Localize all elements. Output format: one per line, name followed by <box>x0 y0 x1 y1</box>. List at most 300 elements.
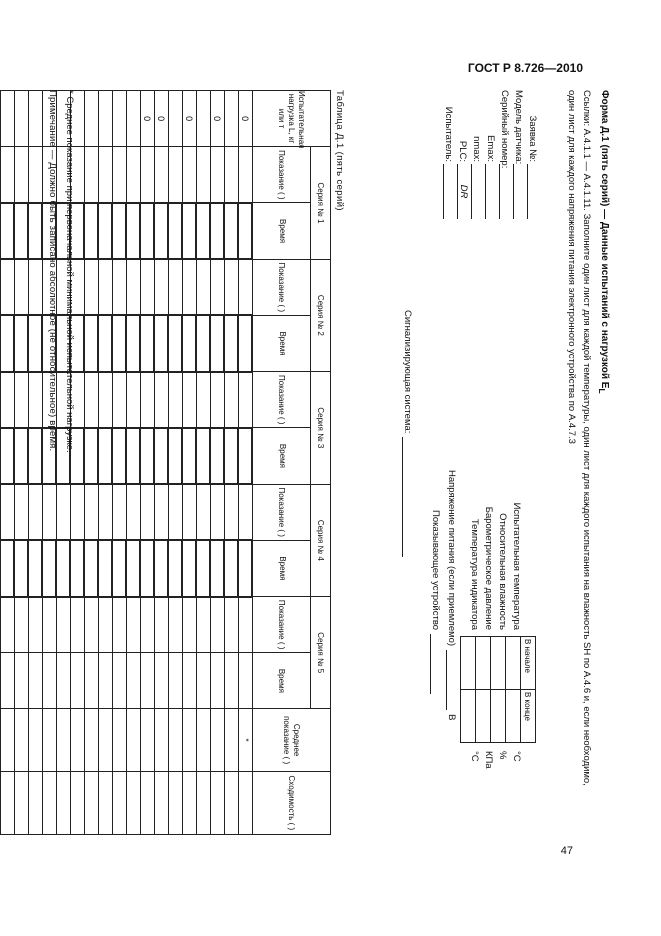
cond-cell[interactable] <box>491 690 506 743</box>
time-cell[interactable] <box>85 653 99 709</box>
reading-cell[interactable] <box>169 259 183 315</box>
reading-cell[interactable] <box>141 372 155 428</box>
load-cell[interactable] <box>0 91 1 147</box>
time-cell[interactable] <box>127 653 141 709</box>
reading-cell[interactable] <box>155 372 169 428</box>
reading-cell[interactable] <box>85 597 99 653</box>
time-cell[interactable] <box>155 315 169 371</box>
convergence-cell[interactable] <box>113 771 127 834</box>
reading-cell[interactable] <box>183 372 197 428</box>
field-label: PLC: <box>457 140 468 162</box>
conditions-table <box>460 636 536 743</box>
display-line[interactable] <box>430 634 442 694</box>
reading-cell[interactable] <box>1 484 15 540</box>
time-cell[interactable] <box>239 428 253 484</box>
time-cell[interactable] <box>211 203 225 259</box>
time-cell[interactable] <box>85 540 99 596</box>
field-label: Заявка №: <box>527 115 538 162</box>
load-cell[interactable] <box>1 91 15 147</box>
convergence-cell[interactable] <box>239 771 253 834</box>
time-cell[interactable] <box>225 428 239 484</box>
reading-cell[interactable] <box>99 259 113 315</box>
time-cell[interactable] <box>113 203 127 259</box>
load-cell[interactable] <box>99 91 113 147</box>
reading-cell[interactable] <box>1 259 15 315</box>
reading-cell[interactable] <box>197 259 211 315</box>
reading-cell[interactable] <box>141 484 155 540</box>
load-cell[interactable]: 0 <box>183 91 197 147</box>
time-cell[interactable] <box>211 653 225 709</box>
time-cell[interactable] <box>99 540 113 596</box>
time-cell[interactable] <box>197 315 211 371</box>
reading-cell[interactable] <box>169 372 183 428</box>
reading-cell[interactable] <box>225 484 239 540</box>
cond-cell[interactable] <box>506 690 521 743</box>
form-title <box>597 90 610 394</box>
reading-cell[interactable] <box>141 259 155 315</box>
time-cell[interactable] <box>0 428 1 484</box>
reading-cell[interactable] <box>99 484 113 540</box>
convergence-cell[interactable] <box>71 771 85 834</box>
time-cell[interactable] <box>15 653 29 709</box>
time-cell[interactable] <box>29 315 43 371</box>
time-cell[interactable] <box>29 653 43 709</box>
average-cell[interactable] <box>1 709 15 771</box>
load-cell[interactable] <box>127 91 141 147</box>
time-cell[interactable] <box>155 540 169 596</box>
time-cell[interactable] <box>183 428 197 484</box>
convergence-cell[interactable] <box>141 771 155 834</box>
average-cell[interactable] <box>211 709 225 771</box>
average-cell[interactable] <box>155 709 169 771</box>
col-header-average: Среднее показание ( ) <box>253 709 331 771</box>
convergence-cell[interactable] <box>15 771 29 834</box>
time-cell[interactable] <box>29 540 43 596</box>
reading-cell[interactable] <box>29 147 43 203</box>
signal-system-line[interactable] <box>402 437 414 557</box>
cond-col-end: В конце <box>521 690 536 743</box>
load-cell[interactable] <box>113 91 127 147</box>
reading-cell[interactable] <box>85 259 99 315</box>
table-row <box>15 91 29 835</box>
reading-cell[interactable] <box>155 597 169 653</box>
reading-cell[interactable] <box>1 372 15 428</box>
time-cell[interactable] <box>239 315 253 371</box>
sub-header-time: Время <box>253 315 311 371</box>
reading-cell[interactable] <box>113 597 127 653</box>
reading-cell[interactable] <box>113 147 127 203</box>
time-cell[interactable] <box>1 203 15 259</box>
display-row <box>430 510 442 694</box>
convergence-cell[interactable] <box>43 771 57 834</box>
reading-cell[interactable] <box>239 147 253 203</box>
standard-number: ГОСТ Р 8.726—2010 <box>467 61 583 75</box>
table-row <box>29 91 43 835</box>
time-cell[interactable] <box>113 540 127 596</box>
average-cell[interactable] <box>43 709 57 771</box>
cond-label-temperature: Испытательная температура <box>511 502 522 630</box>
reading-cell[interactable] <box>197 372 211 428</box>
reading-cell[interactable] <box>71 484 85 540</box>
table-row <box>141 91 155 835</box>
reading-cell[interactable] <box>169 484 183 540</box>
field-serial-number <box>499 90 512 219</box>
reading-cell[interactable] <box>211 372 225 428</box>
time-cell[interactable] <box>99 315 113 371</box>
reading-cell[interactable] <box>15 484 29 540</box>
time-cell[interactable] <box>169 653 183 709</box>
sub-header-time: Время <box>253 653 311 709</box>
reading-cell[interactable] <box>15 372 29 428</box>
reading-cell[interactable] <box>169 597 183 653</box>
form-title-text: Форма Д.1 (пять серий) — Данные испытаний с нагрузкой E <box>599 90 610 389</box>
time-cell[interactable] <box>1 653 15 709</box>
time-cell[interactable] <box>57 653 71 709</box>
cond-cell[interactable] <box>476 637 491 690</box>
convergence-cell[interactable] <box>155 771 169 834</box>
references-line-1: Ссылки: А.4.1.1 — А.4.1.11. Заполните один лист для каждой температуры, один лист для каждого испытания на влажность SH по А.4.6 и, если необходимо, <box>581 90 592 786</box>
reading-cell[interactable] <box>127 147 141 203</box>
time-cell[interactable] <box>169 315 183 371</box>
reading-cell[interactable] <box>99 372 113 428</box>
col-header-series-1: Серия № 1 <box>311 147 331 259</box>
convergence-cell[interactable] <box>57 771 71 834</box>
reading-cell[interactable] <box>15 147 29 203</box>
reading-cell[interactable] <box>57 484 71 540</box>
convergence-cell[interactable] <box>169 771 183 834</box>
average-cell[interactable] <box>0 709 1 771</box>
time-cell[interactable] <box>169 540 183 596</box>
cond-cell[interactable] <box>461 637 476 690</box>
cond-label-indicator-temp: Температура индикатора <box>469 518 480 630</box>
table-row <box>85 91 99 835</box>
time-cell[interactable] <box>1 540 15 596</box>
reading-cell[interactable] <box>29 372 43 428</box>
convergence-cell[interactable] <box>0 771 1 834</box>
voltage-unit: В <box>446 714 457 721</box>
time-cell[interactable] <box>141 653 155 709</box>
convergence-cell[interactable] <box>183 771 197 834</box>
time-cell[interactable] <box>155 653 169 709</box>
reading-cell[interactable] <box>99 147 113 203</box>
time-cell[interactable] <box>15 203 29 259</box>
rotated-form-page <box>30 90 610 840</box>
reading-cell[interactable] <box>29 597 43 653</box>
table-row <box>197 91 211 835</box>
time-cell[interactable] <box>225 315 239 371</box>
field-value[interactable] <box>513 164 525 219</box>
cond-unit-temperature: °C <box>511 751 522 762</box>
time-cell[interactable] <box>0 540 1 596</box>
time-cell[interactable] <box>127 203 141 259</box>
cond-unit-indicator-temp: °C <box>469 751 480 762</box>
reading-cell[interactable] <box>239 597 253 653</box>
time-cell[interactable] <box>99 428 113 484</box>
reading-cell[interactable] <box>211 484 225 540</box>
field-tester <box>443 90 456 219</box>
time-cell[interactable] <box>15 428 29 484</box>
reading-cell[interactable] <box>155 484 169 540</box>
load-cell[interactable]: 0 <box>141 91 155 147</box>
col-header-convergence: Сходимость ( ) <box>253 771 331 834</box>
field-value[interactable] <box>527 164 539 219</box>
table-row <box>169 91 183 835</box>
average-cell[interactable] <box>225 709 239 771</box>
time-cell[interactable] <box>99 203 113 259</box>
reading-cell[interactable] <box>113 259 127 315</box>
load-cell[interactable] <box>225 91 239 147</box>
conditions-units <box>466 751 536 769</box>
time-cell[interactable] <box>239 203 253 259</box>
time-cell[interactable] <box>113 653 127 709</box>
average-cell[interactable] <box>99 709 113 771</box>
time-cell[interactable] <box>0 315 1 371</box>
col-header-series-3: Серия № 3 <box>311 372 331 484</box>
reading-cell[interactable] <box>43 597 57 653</box>
load-cell[interactable] <box>15 91 29 147</box>
reading-cell[interactable] <box>29 484 43 540</box>
reading-cell[interactable] <box>127 372 141 428</box>
reading-cell[interactable] <box>225 597 239 653</box>
sub-header-reading: Показание ( ) <box>253 597 311 653</box>
reading-cell[interactable] <box>0 597 1 653</box>
average-cell[interactable] <box>183 709 197 771</box>
average-cell[interactable] <box>85 709 99 771</box>
time-cell[interactable] <box>197 428 211 484</box>
time-cell[interactable] <box>29 203 43 259</box>
convergence-cell[interactable] <box>127 771 141 834</box>
time-cell[interactable] <box>155 428 169 484</box>
cond-cell[interactable] <box>476 690 491 743</box>
time-cell[interactable] <box>71 540 85 596</box>
convergence-cell[interactable] <box>1 771 15 834</box>
time-cell[interactable] <box>183 540 197 596</box>
time-cell[interactable] <box>197 653 211 709</box>
reading-cell[interactable] <box>15 259 29 315</box>
time-cell[interactable] <box>211 540 225 596</box>
reading-cell[interactable] <box>155 147 169 203</box>
table-row <box>0 91 1 835</box>
reading-cell[interactable] <box>225 259 239 315</box>
time-cell[interactable] <box>183 653 197 709</box>
field-application <box>527 90 540 219</box>
time-cell[interactable] <box>197 203 211 259</box>
sub-header-time: Время <box>253 203 311 259</box>
reading-cell[interactable] <box>0 259 1 315</box>
reading-cell[interactable] <box>127 597 141 653</box>
table-row <box>99 91 113 835</box>
reading-cell[interactable] <box>127 484 141 540</box>
time-cell[interactable] <box>1 315 15 371</box>
time-cell[interactable] <box>211 428 225 484</box>
load-cell[interactable] <box>169 91 183 147</box>
time-cell[interactable] <box>141 315 155 371</box>
time-cell[interactable] <box>29 428 43 484</box>
time-cell[interactable] <box>43 540 57 596</box>
voltage-line[interactable] <box>446 650 458 710</box>
reading-cell[interactable] <box>71 597 85 653</box>
reading-cell[interactable] <box>169 147 183 203</box>
reading-cell[interactable] <box>197 597 211 653</box>
load-cell[interactable] <box>85 91 99 147</box>
time-cell[interactable] <box>0 203 1 259</box>
reading-cell[interactable] <box>183 597 197 653</box>
signal-system-label: Сигнализирующая система: <box>402 310 413 434</box>
time-cell[interactable] <box>225 540 239 596</box>
load-cell[interactable] <box>197 91 211 147</box>
field-value[interactable]: DR <box>457 164 469 219</box>
time-cell[interactable] <box>0 653 1 709</box>
time-cell[interactable] <box>141 540 155 596</box>
average-cell[interactable] <box>113 709 127 771</box>
time-cell[interactable] <box>71 653 85 709</box>
time-cell[interactable] <box>99 653 113 709</box>
average-cell[interactable] <box>141 709 155 771</box>
time-cell[interactable] <box>169 428 183 484</box>
time-cell[interactable] <box>15 540 29 596</box>
field-value[interactable] <box>485 164 497 219</box>
reading-cell[interactable] <box>1 147 15 203</box>
cond-cell[interactable] <box>491 637 506 690</box>
col-header-load: Испытательная нагрузка L, кг или т <box>253 91 331 147</box>
time-cell[interactable] <box>113 315 127 371</box>
time-cell[interactable] <box>85 315 99 371</box>
reading-cell[interactable] <box>211 597 225 653</box>
time-cell[interactable] <box>155 203 169 259</box>
time-cell[interactable] <box>141 428 155 484</box>
col-header-series-2: Серия № 2 <box>311 259 331 371</box>
references-line-2: один лист для каждого напряжения питания электронного устройства по А.4.7.3 <box>566 90 577 444</box>
reading-cell[interactable] <box>197 484 211 540</box>
table-row <box>211 91 225 835</box>
reading-cell[interactable] <box>113 372 127 428</box>
time-cell[interactable] <box>127 540 141 596</box>
reading-cell[interactable] <box>85 147 99 203</box>
field-label: Серийный номер: <box>499 90 510 169</box>
sub-header-time: Время <box>253 428 311 484</box>
field-emax <box>485 90 498 219</box>
reading-cell[interactable] <box>183 147 197 203</box>
reading-cell[interactable] <box>141 147 155 203</box>
reading-cell[interactable] <box>127 259 141 315</box>
time-cell[interactable] <box>169 203 183 259</box>
convergence-cell[interactable] <box>197 771 211 834</box>
cond-col-start: В начале <box>521 637 536 690</box>
load-cell[interactable]: 0 <box>239 91 253 147</box>
cond-cell[interactable] <box>461 690 476 743</box>
time-cell[interactable] <box>85 428 99 484</box>
time-cell[interactable] <box>141 203 155 259</box>
convergence-cell[interactable] <box>85 771 99 834</box>
reading-cell[interactable] <box>183 484 197 540</box>
signal-system <box>402 310 414 557</box>
convergence-cell[interactable] <box>29 771 43 834</box>
reading-cell[interactable] <box>141 597 155 653</box>
time-cell[interactable] <box>1 428 15 484</box>
sub-header-reading: Показание ( ) <box>253 484 311 540</box>
average-cell[interactable] <box>71 709 85 771</box>
average-cell[interactable] <box>15 709 29 771</box>
reading-cell[interactable] <box>183 259 197 315</box>
table-row <box>127 91 141 835</box>
time-cell[interactable] <box>15 315 29 371</box>
time-cell[interactable] <box>57 540 71 596</box>
reading-cell[interactable] <box>113 484 127 540</box>
footnote-note: Примечание — Должно быть записано абсолютное (не относительное) время. <box>47 90 58 452</box>
average-cell[interactable] <box>57 709 71 771</box>
average-cell[interactable] <box>29 709 43 771</box>
reading-cell[interactable] <box>239 484 253 540</box>
reading-cell[interactable] <box>0 484 1 540</box>
conditions-labels <box>466 460 536 630</box>
time-cell[interactable] <box>85 203 99 259</box>
time-cell[interactable] <box>183 203 197 259</box>
reading-cell[interactable] <box>239 259 253 315</box>
average-cell[interactable] <box>197 709 211 771</box>
time-cell[interactable] <box>239 540 253 596</box>
cond-cell[interactable] <box>506 637 521 690</box>
convergence-cell[interactable] <box>225 771 239 834</box>
field-value[interactable] <box>471 164 483 219</box>
time-cell[interactable] <box>211 315 225 371</box>
field-label: Испытатель: <box>443 106 454 162</box>
convergence-cell[interactable] <box>99 771 113 834</box>
reading-cell[interactable] <box>155 259 169 315</box>
time-cell[interactable] <box>127 315 141 371</box>
time-cell[interactable] <box>113 428 127 484</box>
reading-cell[interactable] <box>0 147 1 203</box>
reading-cell[interactable] <box>197 147 211 203</box>
reading-cell[interactable] <box>225 372 239 428</box>
reading-cell[interactable] <box>85 484 99 540</box>
reading-cell[interactable] <box>43 484 57 540</box>
time-cell[interactable] <box>225 203 239 259</box>
time-cell[interactable] <box>197 540 211 596</box>
convergence-cell[interactable] <box>211 771 225 834</box>
time-cell[interactable] <box>43 653 57 709</box>
cond-label-humidity: Относительная влажность <box>497 513 508 630</box>
time-cell[interactable] <box>239 653 253 709</box>
reading-cell[interactable] <box>99 597 113 653</box>
reading-cell[interactable] <box>239 372 253 428</box>
reading-cell[interactable] <box>225 147 239 203</box>
reading-cell[interactable] <box>85 372 99 428</box>
footnote-asterisk: * Среднее показание при первоначальной минимальной испытательной нагрузке. <box>64 90 75 453</box>
average-cell[interactable] <box>127 709 141 771</box>
load-cell[interactable]: 0 <box>155 91 169 147</box>
reading-cell[interactable] <box>0 372 1 428</box>
reading-cell[interactable] <box>1 597 15 653</box>
reading-cell[interactable] <box>211 147 225 203</box>
field-value[interactable] <box>499 164 511 219</box>
field-nmax <box>471 90 484 219</box>
time-cell[interactable] <box>225 653 239 709</box>
average-cell[interactable]: * <box>239 709 253 771</box>
cond-unit-pressure: КПа <box>483 751 494 769</box>
time-cell[interactable] <box>183 315 197 371</box>
reading-cell[interactable] <box>29 259 43 315</box>
cond-unit-humidity: % <box>497 751 508 760</box>
load-cell[interactable]: 0 <box>211 91 225 147</box>
reading-cell[interactable] <box>211 259 225 315</box>
time-cell[interactable] <box>127 428 141 484</box>
reading-cell[interactable] <box>15 597 29 653</box>
sub-header-reading: Показание ( ) <box>253 147 311 203</box>
reading-cell[interactable] <box>57 597 71 653</box>
field-value[interactable] <box>443 164 455 219</box>
average-cell[interactable] <box>169 709 183 771</box>
load-cell[interactable] <box>29 91 43 147</box>
